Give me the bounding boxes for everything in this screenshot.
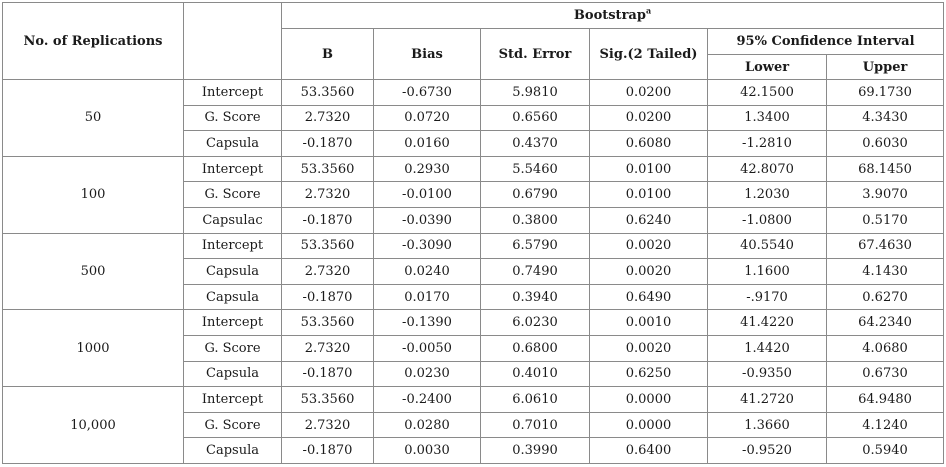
upper-cell: 69.1730 (827, 80, 944, 106)
term-cell: Capsula (184, 259, 282, 285)
replications-cell: 100 (3, 156, 184, 233)
sig-cell: 0.0000 (590, 412, 708, 438)
lower-cell: -1.0800 (708, 207, 827, 233)
lower-cell: 42.8070 (708, 156, 827, 182)
std-error-cell: 5.5460 (481, 156, 590, 182)
table-row (3, 310, 944, 336)
confidence-interval-header: 95% Confidence Interval (708, 29, 944, 55)
term-cell: Capsula (184, 361, 282, 387)
term-cell: Capsula (184, 438, 282, 464)
bias-cell: 0.0240 (374, 259, 481, 285)
replications-cell: 1000 (3, 310, 184, 387)
replications-cell: 500 (3, 233, 184, 310)
term-cell: Capsulac (184, 207, 282, 233)
std-error-cell: 6.0230 (481, 310, 590, 336)
bias-cell: -0.0050 (374, 335, 481, 361)
upper-header: Upper (827, 55, 944, 80)
sig-cell: 0.0000 (590, 387, 708, 413)
term-cell: Intercept (184, 80, 282, 106)
b-cell: -0.1870 (282, 207, 374, 233)
upper-cell: 0.6730 (827, 361, 944, 387)
b-cell: 2.7320 (282, 105, 374, 131)
lower-cell: 1.1600 (708, 259, 827, 285)
upper-cell: 64.2340 (827, 310, 944, 336)
upper-cell: 64.9480 (827, 387, 944, 413)
sig-cell: 0.0020 (590, 233, 708, 259)
term-header (184, 3, 282, 80)
lower-cell: 1.3660 (708, 412, 827, 438)
b-cell: 53.3560 (282, 80, 374, 106)
term-cell: Intercept (184, 233, 282, 259)
term-cell: Intercept (184, 156, 282, 182)
bootstrap-results-table (2, 2, 944, 464)
sig-header: Sig.(2 Tailed) (590, 29, 708, 80)
upper-cell: 3.9070 (827, 182, 944, 208)
upper-cell: 4.0680 (827, 335, 944, 361)
b-cell: 53.3560 (282, 156, 374, 182)
std-error-header: Std. Error (481, 29, 590, 80)
lower-cell: 40.5540 (708, 233, 827, 259)
term-cell: G. Score (184, 182, 282, 208)
b-cell: 53.3560 (282, 233, 374, 259)
lower-cell: -1.2810 (708, 131, 827, 157)
b-cell: 53.3560 (282, 387, 374, 413)
lower-cell: 1.3400 (708, 105, 827, 131)
bootstrap-footnote-mark: a (645, 5, 652, 16)
std-error-cell: 0.3990 (481, 438, 590, 464)
sig-cell: 0.6080 (590, 131, 708, 157)
bias-cell: -0.0390 (374, 207, 481, 233)
bias-cell: -0.1390 (374, 310, 481, 336)
bias-cell: -0.2400 (374, 387, 481, 413)
lower-cell: 42.1500 (708, 80, 827, 106)
term-cell: Intercept (184, 387, 282, 413)
bias-cell: -0.3090 (374, 233, 481, 259)
bias-cell: -0.6730 (374, 80, 481, 106)
replications-cell: 10,000 (3, 387, 184, 464)
upper-cell: 0.6030 (827, 131, 944, 157)
sig-cell: 0.0100 (590, 182, 708, 208)
sig-cell: 0.6400 (590, 438, 708, 464)
b-cell: 2.7320 (282, 412, 374, 438)
b-cell: 2.7320 (282, 335, 374, 361)
upper-cell: 68.1450 (827, 156, 944, 182)
sig-cell: 0.0020 (590, 335, 708, 361)
b-header: B (282, 29, 374, 80)
lower-cell: 1.4420 (708, 335, 827, 361)
b-cell: 2.7320 (282, 259, 374, 285)
sig-cell: 0.6490 (590, 284, 708, 310)
bias-cell: 0.0170 (374, 284, 481, 310)
replications-header: No. of Replications (3, 3, 184, 80)
lower-header: Lower (708, 55, 827, 80)
b-cell: -0.1870 (282, 438, 374, 464)
std-error-cell: 6.0610 (481, 387, 590, 413)
std-error-cell: 0.6790 (481, 182, 590, 208)
term-cell: G. Score (184, 412, 282, 438)
sig-cell: 0.0200 (590, 80, 708, 106)
b-cell: 53.3560 (282, 310, 374, 336)
std-error-cell: 0.4370 (481, 131, 590, 157)
upper-cell: 0.5170 (827, 207, 944, 233)
upper-cell: 4.3430 (827, 105, 944, 131)
b-cell: -0.1870 (282, 131, 374, 157)
table-row (3, 156, 944, 182)
upper-cell: 4.1240 (827, 412, 944, 438)
sig-cell: 0.0100 (590, 156, 708, 182)
std-error-cell: 0.4010 (481, 361, 590, 387)
table-row (3, 80, 944, 106)
table-row (3, 387, 944, 413)
std-error-cell: 0.3800 (481, 207, 590, 233)
std-error-cell: 0.7490 (481, 259, 590, 285)
lower-cell: 41.4220 (708, 310, 827, 336)
bootstrap-header (282, 3, 944, 29)
std-error-cell: 5.9810 (481, 80, 590, 106)
bias-cell: -0.0100 (374, 182, 481, 208)
std-error-cell: 0.6560 (481, 105, 590, 131)
bias-cell: 0.0230 (374, 361, 481, 387)
std-error-cell: 0.3940 (481, 284, 590, 310)
sig-cell: 0.0200 (590, 105, 708, 131)
lower-cell: -0.9350 (708, 361, 827, 387)
upper-cell: 0.5940 (827, 438, 944, 464)
bootstrap-title: Bootstrap (573, 8, 646, 23)
term-cell: Capsula (184, 284, 282, 310)
bias-cell: 0.0030 (374, 438, 481, 464)
sig-cell: 0.0020 (590, 259, 708, 285)
lower-cell: -.9170 (708, 284, 827, 310)
bias-cell: 0.0720 (374, 105, 481, 131)
b-cell: -0.1870 (282, 284, 374, 310)
bias-header: Bias (374, 29, 481, 80)
table-row (3, 233, 944, 259)
term-cell: Intercept (184, 310, 282, 336)
b-cell: 2.7320 (282, 182, 374, 208)
sig-cell: 0.6250 (590, 361, 708, 387)
upper-cell: 4.1430 (827, 259, 944, 285)
bias-cell: 0.2930 (374, 156, 481, 182)
term-cell: G. Score (184, 105, 282, 131)
std-error-cell: 0.6800 (481, 335, 590, 361)
bias-cell: 0.0160 (374, 131, 481, 157)
upper-cell: 67.4630 (827, 233, 944, 259)
bias-cell: 0.0280 (374, 412, 481, 438)
sig-cell: 0.0010 (590, 310, 708, 336)
sig-cell: 0.6240 (590, 207, 708, 233)
std-error-cell: 6.5790 (481, 233, 590, 259)
lower-cell: 1.2030 (708, 182, 827, 208)
lower-cell: -0.9520 (708, 438, 827, 464)
term-cell: Capsula (184, 131, 282, 157)
table-body (3, 80, 944, 464)
term-cell: G. Score (184, 335, 282, 361)
replications-cell: 50 (3, 80, 184, 157)
b-cell: -0.1870 (282, 361, 374, 387)
upper-cell: 0.6270 (827, 284, 944, 310)
std-error-cell: 0.7010 (481, 412, 590, 438)
lower-cell: 41.2720 (708, 387, 827, 413)
